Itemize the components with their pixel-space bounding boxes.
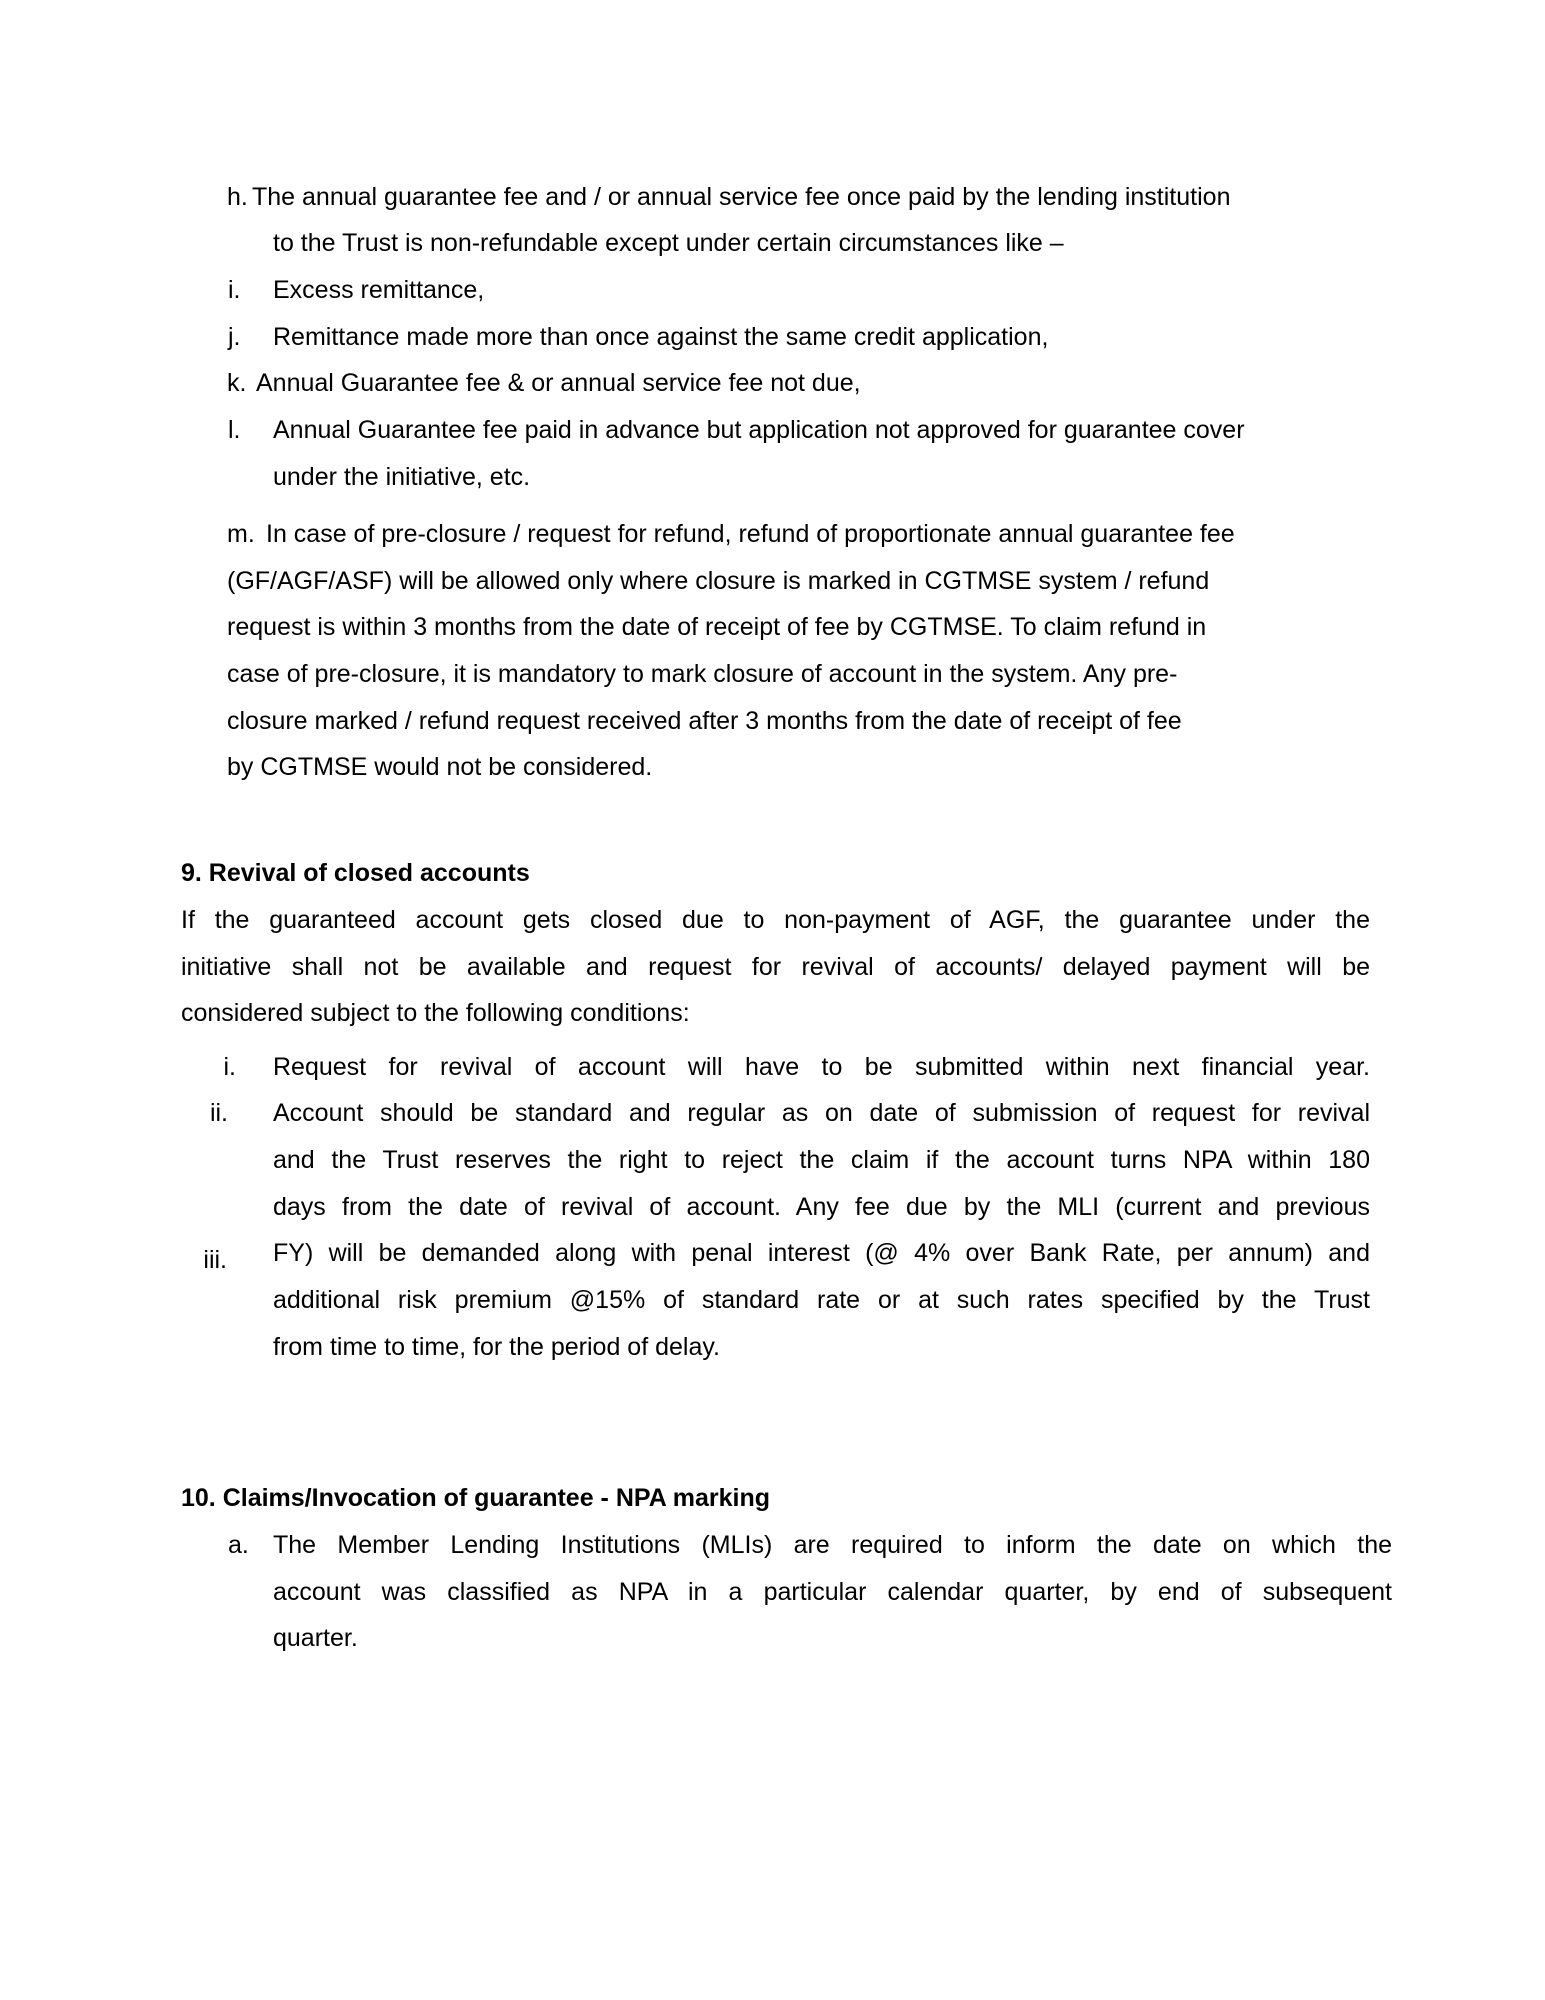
section-9-item-iii-line-2: additional risk premium @15% of standard rate or at such rates specified by the Trust xyxy=(273,1286,1370,1314)
section-9-item-iii-marker: iii. xyxy=(203,1246,227,1274)
clause-h-line-1: The annual guarantee fee and / or annual service fee once paid by the lending institution xyxy=(252,183,1231,211)
clause-l-line-2: under the initiative, etc. xyxy=(273,463,531,491)
clause-j-text: Remittance made more than once against the same credit application, xyxy=(273,323,1049,351)
section-9-item-i-marker: i. xyxy=(223,1053,236,1081)
section-9-intro-line-2: initiative shall not be available and request for revival of accounts/ delayed payment will be xyxy=(181,953,1370,981)
section-9-intro-line-3: considered subject to the following conditions: xyxy=(181,999,690,1027)
section-9-intro-line-1: If the guaranteed account gets closed due to non-payment of AGF, the guarantee under the xyxy=(181,906,1370,934)
clause-k-marker: k. xyxy=(227,369,247,397)
clause-i-text: Excess remittance, xyxy=(273,276,485,304)
clause-m-line-5: closure marked / refund request received after 3 months from the date of receipt of fee xyxy=(227,707,1182,735)
section-9-item-iii-line-3: from time to time, for the period of delay. xyxy=(273,1333,720,1361)
clause-m-marker: m. xyxy=(227,520,255,548)
clause-l-marker: l. xyxy=(228,416,241,444)
section-9-item-iii-line-1: FY) will be demanded along with penal interest (@ 4% over Bank Rate, per annum) and xyxy=(273,1239,1370,1267)
section-10-item-a-line-3: quarter. xyxy=(273,1624,358,1652)
clause-m-line-6: by CGTMSE would not be considered. xyxy=(227,753,653,781)
section-10-heading: 10. Claims/Invocation of guarantee - NPA marking xyxy=(181,1484,771,1512)
section-9-item-ii-line-3: days from the date of revival of account. Any fee due by the MLI (current and previous xyxy=(273,1193,1370,1221)
section-9-item-ii-line-1: Account should be standard and regular as on date of submission of request for revival xyxy=(273,1099,1370,1127)
section-9-heading: 9. Revival of closed accounts xyxy=(181,859,530,887)
clause-h-marker: h. xyxy=(227,183,248,211)
clause-m-line-2: (GF/AGF/ASF) will be allowed only where closure is marked in CGTMSE system / refund xyxy=(227,567,1210,595)
section-10-item-a-line-2: account was classified as NPA in a particular calendar quarter, by end of subsequent xyxy=(273,1578,1392,1606)
clause-i-marker: i. xyxy=(228,276,241,304)
clause-m-line-4: case of pre-closure, it is mandatory to mark closure of account in the system. Any pre- xyxy=(227,660,1178,688)
clause-k-text: Annual Guarantee fee & or annual service fee not due, xyxy=(256,369,861,397)
clause-l-line-1: Annual Guarantee fee paid in advance but application not approved for guarantee cover xyxy=(273,416,1245,444)
clause-h-line-2: to the Trust is non-refundable except under certain circumstances like – xyxy=(273,229,1064,257)
section-10-item-a-marker: a. xyxy=(228,1531,249,1559)
section-9-item-ii-line-2: and the Trust reserves the right to reject the claim if the account turns NPA within 180 xyxy=(273,1146,1370,1174)
clause-m-line-1: In case of pre-closure / request for refund, refund of proportionate annual guarantee fee xyxy=(266,520,1235,548)
section-10-item-a-line-1: The Member Lending Institutions (MLIs) are required to inform the date on which the xyxy=(273,1531,1392,1559)
section-9-item-ii-marker: ii. xyxy=(209,1099,228,1127)
section-9-item-i-line-1: Request for revival of account will have to be submitted within next financial year. xyxy=(273,1053,1370,1081)
clause-m-line-3: request is within 3 months from the date of receipt of fee by CGTMSE. To claim refund in xyxy=(227,613,1207,641)
clause-j-marker: j. xyxy=(228,323,241,351)
